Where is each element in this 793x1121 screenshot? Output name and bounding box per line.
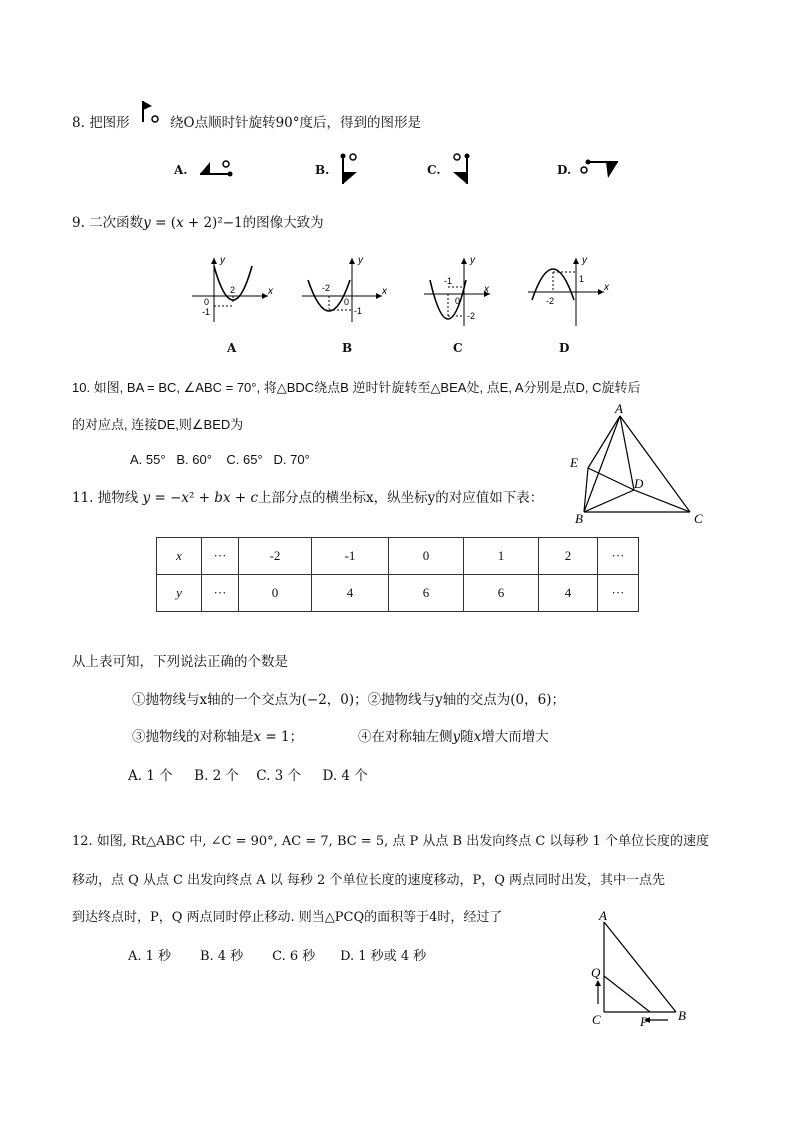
q9-c-tick-neg1: -1	[444, 276, 453, 286]
q9-a-tick-0: 0	[204, 297, 210, 307]
q8-option-c-label: C.	[427, 163, 441, 177]
q9-graph-c-label: C	[453, 341, 463, 355]
q9-graph-d	[524, 254, 610, 330]
table-cell: ···	[202, 538, 239, 575]
q8-option-d-figure	[578, 154, 622, 182]
q11-statement-1-2: ①抛物线与x轴的一个交点为(−2，0)；②抛物线与y轴的交点为(0，6)；	[132, 692, 565, 708]
q9-stem: 9. 二次函数𝑦 = (𝑥 + 2)²−1的图像大致为	[72, 215, 324, 231]
q9-b-x-axis-label: x	[382, 286, 387, 297]
q10-label-b: B	[575, 511, 583, 526]
q11-statement-3: ③抛物线的对称轴是𝑥 = 1；	[132, 729, 304, 745]
q8-option-b-figure	[335, 150, 365, 188]
q10-label-c: C	[694, 511, 703, 526]
q10-label-e: E	[570, 455, 578, 470]
table-cell: ···	[598, 538, 639, 575]
q11-value-table	[156, 537, 639, 612]
q9-graph-c	[420, 254, 496, 330]
q8-text-before: 把图形	[89, 115, 130, 131]
q8-option-d-label: D.	[557, 163, 572, 177]
q8-option-a-label: A.	[174, 163, 188, 177]
q12-label-q: Q	[591, 965, 601, 980]
q9-a-tick-2: 2	[230, 285, 236, 295]
q10-label-d: D	[634, 476, 644, 491]
q10-figure	[566, 400, 716, 530]
q11-statement-4: ④在对称轴左侧𝑦随𝑥增大而增大	[358, 729, 549, 745]
q12-line2: 移动，点 Q 从点 C 出发向终点 A 以 每秒 2 个单位长度的速度移动，P，Q 两点同时出发，其中一点先	[72, 873, 665, 888]
q11-options: A. 1 个 B. 2 个 C. 3 个 D. 4 个	[128, 768, 368, 784]
q9-a-x-axis-label: x	[268, 286, 273, 297]
q11-line1: 11. 抛物线 𝑦 = −𝑥² + 𝑏𝑥 + 𝑐上部分点的横坐标x，纵坐标y的对应值如下表：	[72, 490, 544, 506]
table-cell: 0	[239, 575, 312, 612]
q8-option-c-figure	[447, 150, 477, 188]
q10-line2: 的对应点, 连接DE,则∠BED为	[72, 417, 244, 432]
table-row	[157, 538, 639, 575]
q9-c-tick-neg2: -2	[467, 311, 476, 321]
q9-a-tick-neg1: -1	[202, 307, 211, 317]
q12-label-p: P	[640, 1014, 648, 1029]
q9-b-tick-neg2: -2	[322, 283, 331, 293]
q12-label-a: A	[599, 908, 607, 923]
q9-b-y-axis-label: y	[358, 255, 363, 266]
q9-graph-d-label: D	[559, 341, 570, 355]
q9-d-y-axis-label: y	[582, 255, 587, 266]
q9-a-y-axis-label: y	[220, 255, 225, 266]
q8-stem	[72, 111, 130, 131]
table-cell: 4	[539, 575, 598, 612]
table-cell: 6	[464, 575, 539, 612]
q9-graph-a	[188, 254, 274, 324]
q8-option-a-figure	[196, 154, 238, 182]
q9-c-tick-0: 0	[455, 296, 461, 306]
q9-d-tick-1: 1	[579, 274, 585, 284]
table-cell: 2	[539, 538, 598, 575]
table-cell: -2	[239, 538, 312, 575]
q12-line1: 12. 如图, Rt△ABC 中, ∠C = 90°, AC = 7, BC = 5, 点 P 从点 B 出发向终点 C 以每秒 1 个单位长度的速度	[72, 834, 709, 849]
q9-c-x-axis-label: x	[484, 284, 489, 295]
table-cell: 1	[464, 538, 539, 575]
table-cell: ···	[598, 575, 639, 612]
q9-graph-b-label: B	[342, 341, 353, 355]
q9-b-tick-neg1: -1	[354, 306, 363, 316]
table-cell: 4	[312, 575, 389, 612]
q10-label-a: A	[615, 401, 623, 416]
q11-prompt: 从上表可知，下列说法正确的个数是	[72, 654, 288, 670]
q12-label-c: C	[592, 1012, 601, 1027]
q8-number: 8.	[72, 115, 85, 131]
q8-flag-figure	[138, 98, 160, 126]
q12-figure	[586, 906, 696, 1032]
q10-options: A. 55° B. 60° C. 65° D. 70°	[130, 452, 310, 467]
table-row	[157, 575, 639, 612]
table-cell: ···	[202, 575, 239, 612]
q8-text-after: 绕O点顺时针旋转90°度后，得到的图形是	[170, 115, 421, 131]
q9-b-tick-0: 0	[344, 297, 350, 307]
q12-line3: 到达终点时，P，Q 两点同时停止移动. 则当△PCQ的面积等于4时，经过了	[72, 910, 503, 925]
q9-d-tick-neg2: -2	[546, 296, 555, 306]
q12-label-b: B	[678, 1008, 686, 1023]
table-cell: y	[157, 575, 202, 612]
table-cell: 6	[389, 575, 464, 612]
q10-line1: 10. 如图, BA = BC, ∠ABC = 70°, 将△BDC绕点B 逆时针旋转至△BEA处, 点E, A分别是点D, C旋转后	[72, 380, 641, 395]
q12-options: A. 1 秒 B. 4 秒 C. 6 秒 D. 1 秒或 4 秒	[128, 949, 427, 964]
q8-option-b-label: B.	[315, 163, 330, 177]
q9-d-x-axis-label: x	[604, 282, 609, 293]
table-cell: -1	[312, 538, 389, 575]
q9-c-y-axis-label: y	[470, 255, 475, 266]
q9-graph-b	[298, 254, 388, 324]
q9-graph-a-label: A	[227, 341, 237, 355]
table-cell: x	[157, 538, 202, 575]
table-cell: 0	[389, 538, 464, 575]
